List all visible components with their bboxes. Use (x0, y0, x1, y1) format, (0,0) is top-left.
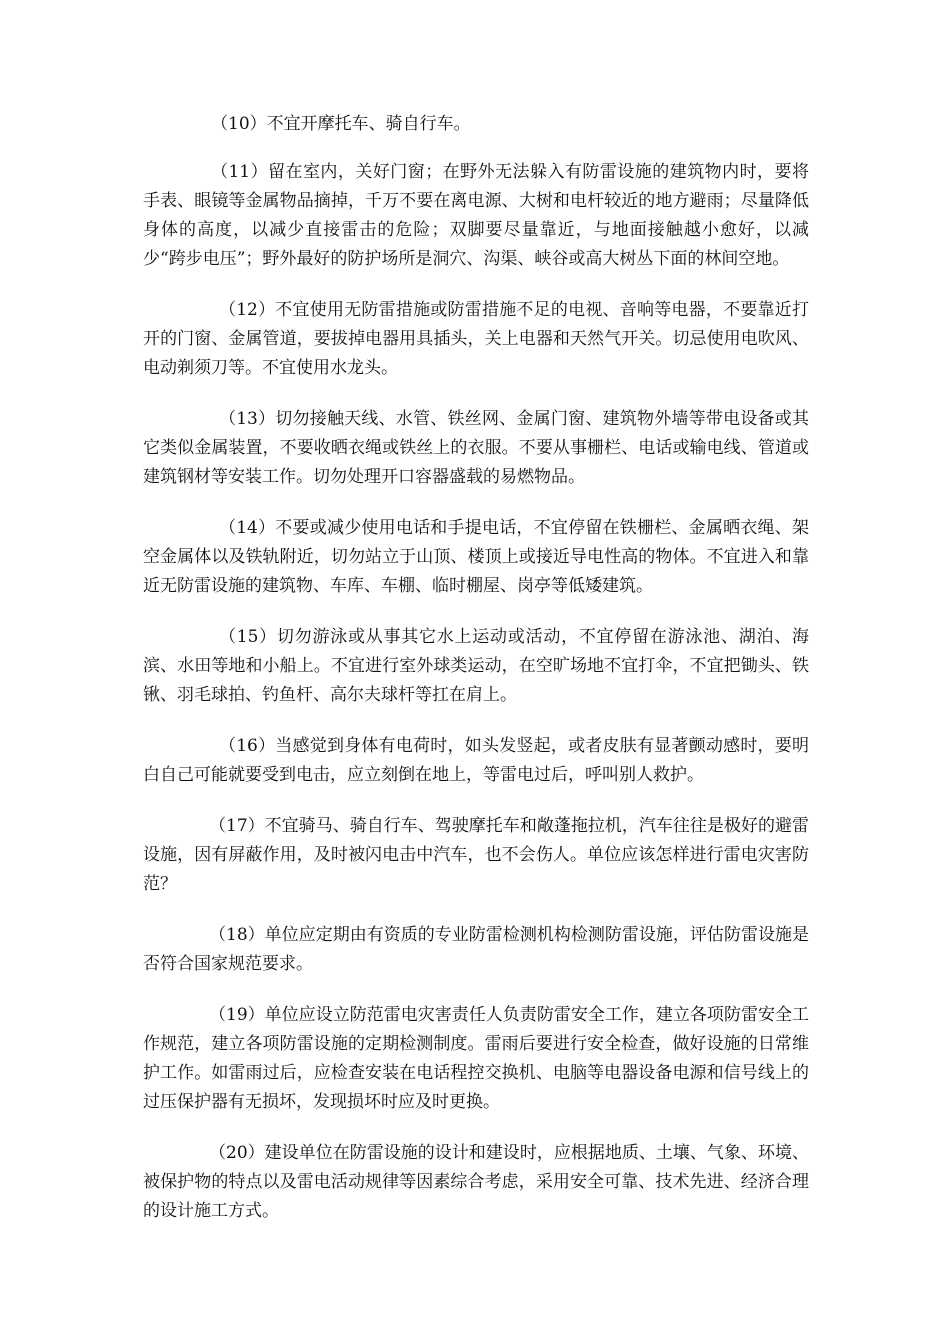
paragraph-18: （18）单位应定期由有资质的专业防雷检测机构检测防雷设施，评估防雷设施是否符合国家规范要求。 (143, 925, 809, 974)
paragraph-20: （20）建设单位在防雷设施的设计和建设时，应根据地质、土壤、气象、环境、被保护物的特点以及雷电活动规律等因素综合考虑，采用安全可靠、技术先进、经济合理的设计施工方式。 (143, 1143, 809, 1221)
paragraph-15: （15）切勿游泳或从事其它水上运动或活动，不宜停留在游泳池、湖泊、海滨、水田等地和小船上。不宜进行室外球类运动，在空旷场地不宜打伞，不宜把锄头、铁锹、羽毛球拍、钓鱼杆、高尔夫球杆等扛在肩上。 (143, 627, 809, 705)
paragraph-16: （16）当感觉到身体有电荷时，如头发竖起，或者皮肤有显著颤动感时，要明白自己可能就要受到电击，应立刻倒在地上，等雷电过后，呼叫别人救护。 (143, 736, 809, 785)
document-body (143, 110, 809, 1248)
paragraph-17: （17）不宜骑马、骑自行车、驾驶摩托车和敞蓬拖拉机，汽车往往是极好的避雷设施，因有屏蔽作用，及时被闪电击中汽车，也不会伤人。单位应该怎样进行雷电灾害防范？ (143, 816, 809, 894)
paragraph-13: （13）切勿接触天线、水管、铁丝网、金属门窗、建筑物外墙等带电设备或其它类似金属装置，不要收晒衣绳或铁丝上的衣服。不要从事栅栏、电话或输电线、管道或建筑钢材等安装工作。切勿处理开口容器盛载的易燃物品。 (143, 409, 809, 487)
paragraph-10: （10）不宜开摩托车、骑自行车。 (211, 114, 471, 134)
paragraph-14: （14）不要或减少使用电话和手提电话，不宜停留在铁栅栏、金属晒衣绳、架空金属体以及铁轨附近，切勿站立于山顶、楼顶上或接近导电性高的物体。不宜进入和靠近无防雷设施的建筑物、车库、车棚、临时棚屋、岗亭等低矮建筑。 (143, 518, 809, 596)
paragraph-11: （11）留在室内，关好门窗；在野外无法躲入有防雷设施的建筑物内时，要将手表、眼镜等金属物品摘掉，千万不要在离电源、大树和电杆较近的地方避雨；尽量降低身体的高度，以减少直接雷击的危险；双脚要尽量靠近，与地面接触越小愈好，以减少“跨步电压”；野外最好的防护场所是洞穴、沟渠、峡谷或高大树丛下面的林间空地。 (143, 162, 809, 269)
paragraph-12: （12）不宜使用无防雷措施或防雷措施不足的电视、音响等电器，不要靠近打开的门窗、金属管道，要拔掉电器用具插头，关上电器和天然气开关。切忌使用电吹风、电动剃须刀等。不宜使用水龙头。 (143, 300, 809, 378)
paragraph-19: （19）单位应设立防范雷电灾害责任人负责防雷安全工作，建立各项防雷安全工作规范，建立各项防雷设施的定期检测制度。雷雨后要进行安全检查，做好设施的日常维护工作。如雷雨过后，应检查安装在电话程控交换机、电脑等电器设备电源和信号线上的过压保护器有无损坏，发现损坏时应及时更换。 (143, 1005, 809, 1112)
